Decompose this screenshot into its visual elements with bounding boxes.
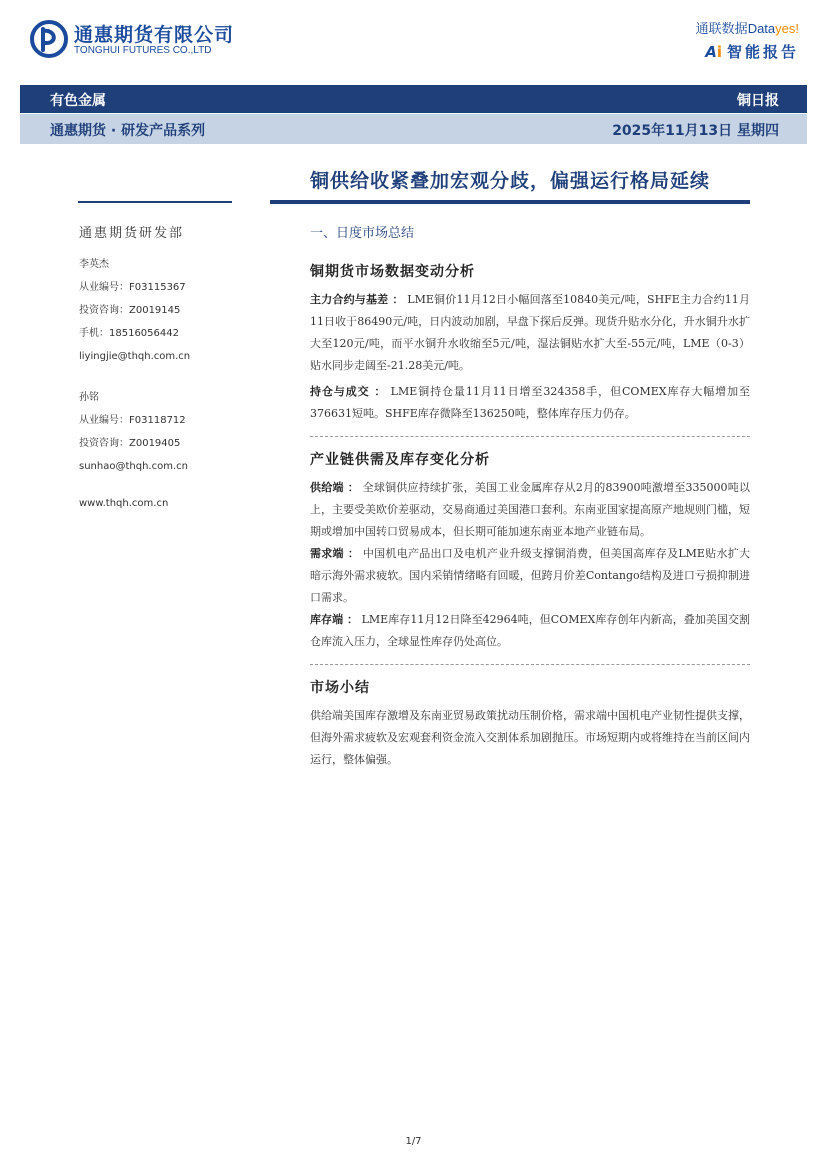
analyst2-license: 从业编号：F03118712 (79, 415, 186, 426)
main-contract-text: LME铜价11月12日小幅回落至10840美元/吨，SHFE主力合约11月11日收于86490元/吨，日内波动加剧，早盘下探后反弹。现货升贴水分化，升水铜升水扩大至120元/吨，而平水铜升水收缩至5元/吨，湿法铜贴水扩大至-55元/吨，LME（0-3）贴水同步走阔至-21.28美元/吨。 (310, 293, 750, 372)
ai-logo-i: i (716, 43, 722, 61)
analyst-sidebar (79, 222, 249, 521)
supply-paragraph (310, 477, 750, 543)
sector-banner (20, 85, 807, 113)
section-divider (310, 436, 750, 437)
report-date: 2025年11月13日 星期四 (612, 123, 779, 139)
main-contract-label: 主力合约与基差 ： (310, 293, 404, 306)
datayes-yes: yes! (775, 21, 799, 36)
page-number: 1/7 (405, 1136, 422, 1147)
company-name-cn: 通惠期货有限公司 (74, 24, 235, 46)
analyst1-license: 从业编号：F03115367 (79, 282, 186, 293)
research-dept: 通惠期货研发部 (79, 226, 185, 241)
inventory-label: 库存端 ： (310, 613, 359, 626)
report-type-label: 铜日报 (737, 93, 779, 109)
summary-text: 供给端美国库存激增及东南亚贸易政策扰动压制价格，需求端中国机电产业韧性提供支撑，但海外需求疲软及宏观套利资金流入交割体系加剧抛压。市场短期内或将维持在当前区间内运行，整体偏强。 (310, 709, 750, 766)
analyst2-consult: 投资咨询：Z0019405 (79, 438, 181, 449)
series-banner (20, 114, 807, 144)
inventory-text: LME库存11月12日降至42964吨，但COMEX库存创年内新高，叠加美国交割仓库流入压力，全球显性库存仍处高位。 (310, 613, 750, 648)
demand-label: 需求端 ： (310, 547, 360, 560)
supply-text: 全球铜供应持续扩张，美国工业金属库存从2月的83900吨激增至335000吨以上，主要受美欧价差驱动，交易商通过美国港口套利。东南亚国家提高原产地规则门槛，短期或增加中国转口贸易成本，但长期可能加速东南亚本地产业链布局。 (310, 481, 750, 538)
analyst1-phone: 手机：18516056442 (79, 328, 179, 339)
title-divider (270, 200, 750, 204)
inventory-paragraph (310, 609, 750, 653)
supply-label: 供给端 ： (310, 481, 359, 494)
datayes-brand (639, 18, 799, 37)
demand-paragraph (310, 543, 750, 609)
datayes-logo (639, 18, 799, 62)
company-website[interactable]: www.thqh.com.cn (79, 498, 169, 509)
datayes-cn: 通联数据 (695, 21, 748, 36)
supply-demand-heading: 产业链供需及库存变化分析 (310, 452, 490, 468)
analyst1-consult: 投资咨询：Z0019145 (79, 305, 181, 316)
summary-heading: 市场小结 (310, 680, 370, 696)
ai-logo-a: A (705, 43, 717, 61)
sector-label: 有色金属 (50, 93, 106, 109)
ai-report-text: 智能报告 (726, 43, 799, 61)
report-body (310, 222, 750, 771)
section-heading: 一、日度市场总结 (310, 226, 415, 241)
report-title: 铜供给收紧叠加宏观分歧，偏强运行格局延续 (309, 170, 710, 192)
sidebar-divider (78, 201, 232, 203)
position-paragraph (310, 381, 750, 425)
section-divider (310, 664, 750, 665)
analyst1-name: 李英杰 (79, 259, 109, 270)
company-logo-icon (30, 20, 68, 58)
position-text: LME铜持仓量11月11日增至324358手，但COMEX库存大幅增加至376631短吨。SHFE库存微降至136250吨，整体库存压力仍存。 (310, 385, 750, 420)
ai-report-label (639, 41, 799, 62)
analyst2-email[interactable]: sunhao@thqh.com.cn (79, 461, 188, 472)
main-contract-paragraph (310, 289, 750, 377)
series-label: 通惠期货 · 研发产品系列 (50, 123, 206, 139)
demand-text: 中国机电产品出口及电机产业升级支撑铜消费，但美国高库存及LME贴水扩大暗示海外需求疲软。国内采销情绪略有回暖，但跨月价差Contango结构及进口亏损抑制进口需求。 (310, 547, 750, 604)
datayes-en: Data (747, 21, 776, 36)
company-name-en: TONGHUI FUTURES CO.,LTD (74, 45, 212, 56)
analyst1-email[interactable]: liyingjie@thqh.com.cn (79, 351, 191, 362)
futures-data-heading: 铜期货市场数据变动分析 (310, 264, 475, 280)
company-logo (30, 18, 235, 62)
analyst2-name: 孙铭 (79, 392, 99, 403)
position-label: 持仓与成交 ： (310, 385, 387, 398)
